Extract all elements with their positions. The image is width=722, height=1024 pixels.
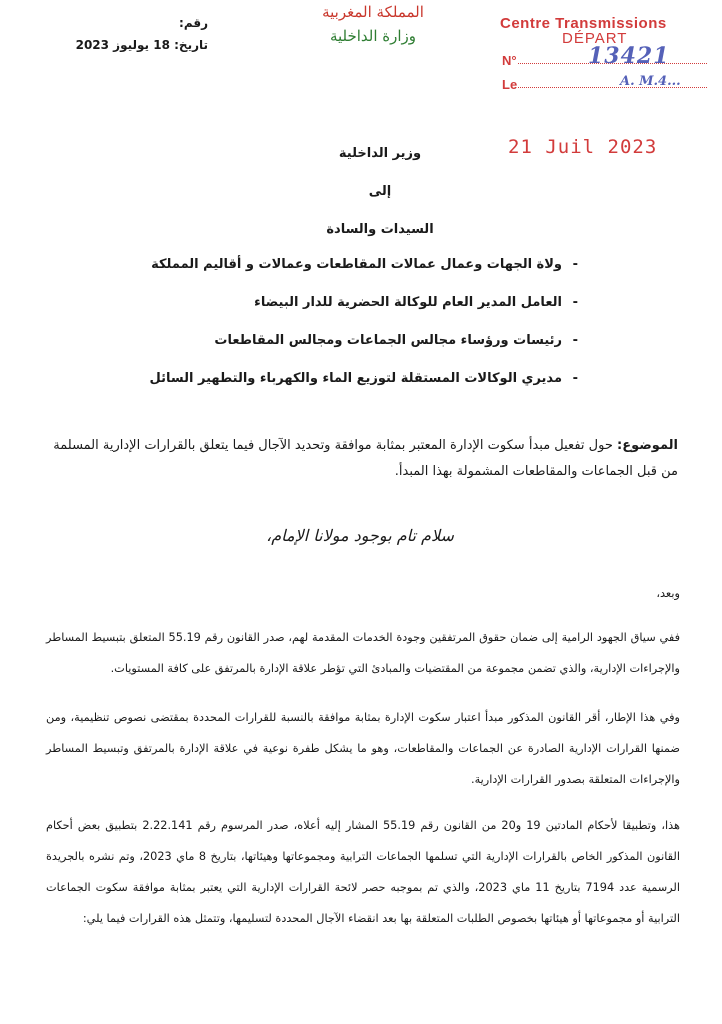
stamp-number-value: 13421	[588, 43, 670, 69]
recipients-list	[42, 253, 578, 405]
stamp-center-title: Centre Transmissions	[500, 15, 667, 32]
stamp-le-label: Le	[502, 77, 518, 92]
letter-date: تاريخ: 18 يوليوز 2023	[75, 38, 208, 52]
recipient-item	[42, 291, 578, 329]
kingdom-name: المملكة المغربية	[322, 3, 424, 21]
stamp-le-value: A. M.4...	[620, 74, 681, 89]
ministry-heading	[318, 0, 428, 48]
salutation: سلام تام بوجود مولانا الإمام،	[266, 526, 454, 545]
ministry-name: وزارة الداخلية	[329, 27, 417, 45]
to-label: إلى	[368, 184, 392, 199]
list-dash: -	[572, 295, 578, 310]
list-dash: -	[572, 257, 578, 272]
recipient-text: العامل المدير العام للوكالة الحضرية للدار البيضاء	[254, 295, 562, 310]
date-stamp: 21 Juil 2023	[508, 136, 658, 158]
recipient-item	[42, 367, 578, 405]
stamp-depart: DÉPART	[562, 30, 628, 47]
opening-text: وبعد،	[656, 587, 680, 600]
recipient-text: مديري الوكالات المستقلة لتوزيع الماء والكهرباء والتطهير السائل	[149, 371, 562, 386]
recipient-text: ولاة الجهات وعمال عمالات المقاطعات وعمالات و أقاليم المملكة	[151, 257, 562, 272]
recipient-text: رئيسات ورؤساء مجالس الجماعات ومجالس المقاطعات	[214, 333, 562, 348]
paragraph-text: هذا، وتطبيقا لأحكام المادتين 19 و20 من القانون رقم 55.19 المشار إليه أعلاه، صدر المرسوم رقم 2.22.141 بتطبيق بعض أحكام القانون المذكور الخاص بالقرارات الإدارية التي تسلمها الجماعات الترابية ومجموعاتها وهيئاتها، بتاريخ 8 ماي 2023، وتم نشره بالجريدة الرسمية عدد 7194 بتاريخ 11 ماي 2023، والذي تم بموجبه حصر لائحة القرارات الإدارية التي يعتبر بمثابة موافقة سكوت الجماعات الترابية أو مجموعاتها أو هيئاتها بخصوص الطلبات المتعلقة بها بعد انقضاء الآجال المحددة لتسليمها، وتتمثل هذه القرارات فيما يلي:	[46, 819, 681, 925]
reference-number-label: رقم:	[179, 16, 208, 30]
transmission-stamp	[500, 15, 715, 95]
addressee-heading: السيدات والسادة	[326, 222, 434, 237]
paragraph-text: وفي هذا الإطار، أقر القانون المذكور مبدأ اعتبار سكوت الإدارة بمثابة موافقة بالنسبة للقرارات المحددة بمقتضى نصوص تنظيمية، ومن ضمنها القرارات الإدارية الصادرة عن الجماعات والمقاطعات، وهو ما يشكل طفرة نوعية في علاقة الإدارة بالمرتفق وتبسيط المساطر والإجراءات المتعلقة بصدور القرارات الإدارية.	[46, 711, 680, 786]
stamp-number-row	[500, 43, 715, 71]
body-paragraph-2	[46, 702, 680, 795]
body-paragraph-3	[46, 810, 680, 934]
body-opening	[46, 578, 680, 609]
list-dash: -	[572, 371, 578, 386]
paragraph-text: ففي سياق الجهود الرامية إلى ضمان حقوق المرتفقين وجودة الخدمات المقدمة لهم، صدر القانون رقم 55.19 المتعلق بتبسيط المساطر والإجراءات الإدارية، والذي تضمن مجموعة من المقتضيات والمبادئ التي تؤطر علاقة الإدارة بالمرتفق على كافة المستويات.	[46, 631, 680, 675]
body-paragraph-1	[46, 622, 680, 684]
subject-block	[50, 433, 678, 485]
subject-label: الموضوع:	[617, 438, 678, 453]
sender-title: وزير الداخلية	[338, 146, 422, 161]
list-dash: -	[572, 333, 578, 348]
recipient-item	[42, 329, 578, 367]
recipient-item	[42, 253, 578, 291]
stamp-number-label: N°	[502, 53, 517, 68]
reference-block	[48, 12, 208, 56]
subject-text: حول تفعيل مبدأ سكوت الإدارة المعتبر بمثابة موافقة وتحديد الآجال فيما يتعلق بالقرارات الإدارية المسلمة من قبل الجماعات والمقاطعات المشمولة بهذا المبدأ.	[53, 438, 678, 479]
stamp-date-row	[500, 73, 715, 95]
